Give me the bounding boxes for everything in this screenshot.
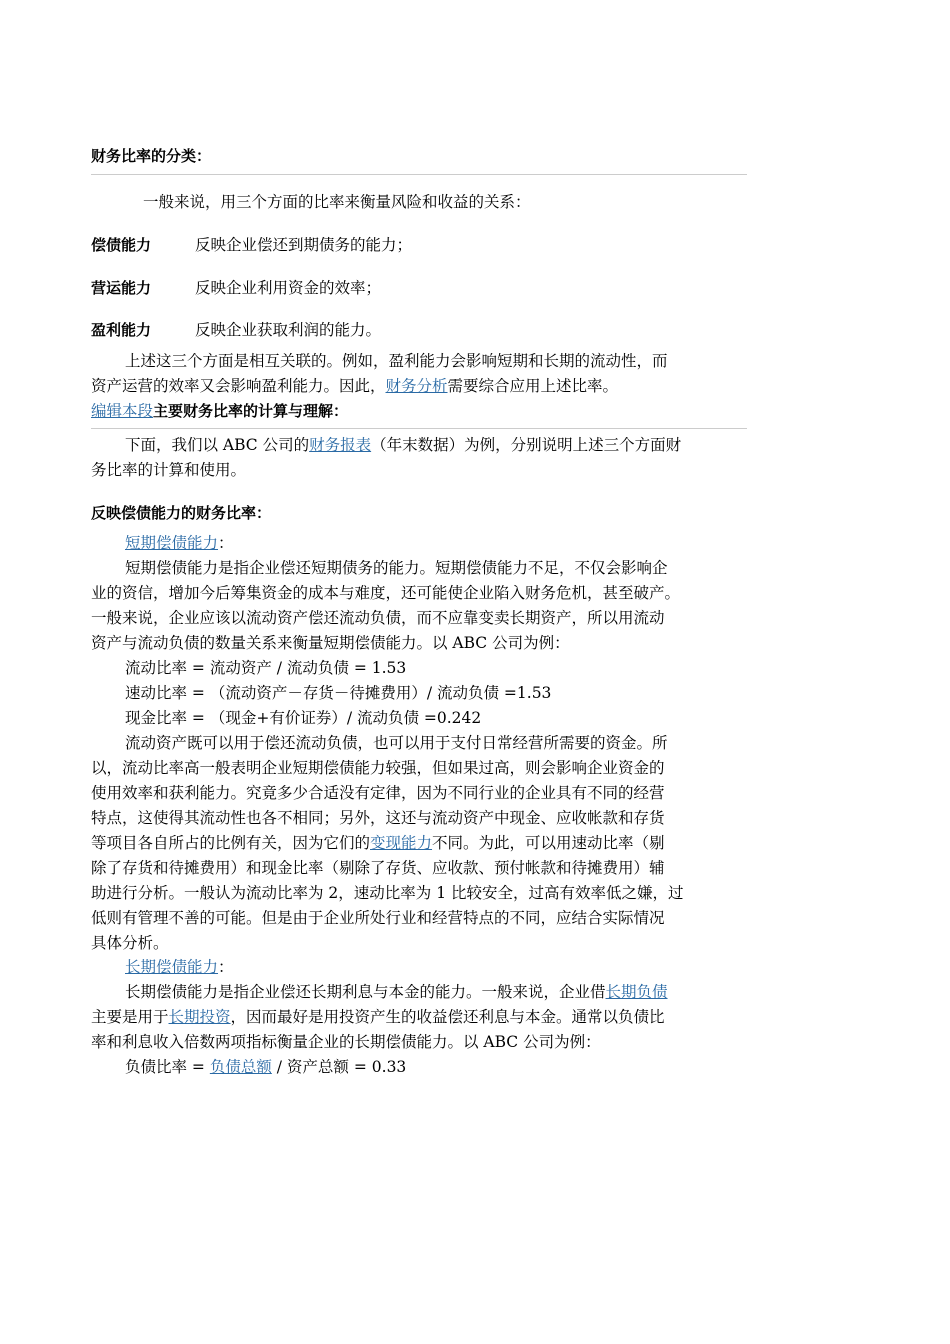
paragraph-line	[125, 435, 681, 455]
edit-section-link[interactable]: 编辑本段	[91, 402, 154, 420]
text-span: （年末数据）为例，分别说明上述三个方面财	[371, 436, 682, 454]
section-heading-solvency-ratios: 反映偿债能力的财务比率：	[91, 504, 272, 522]
heading-text: 主要财务比率的计算与理解：	[153, 402, 349, 420]
link-financial-analysis[interactable]: 财务分析	[385, 377, 448, 395]
text-span: 等项目各自所占的比例有关，因为它们的	[91, 834, 371, 852]
text-span: ：	[218, 958, 234, 976]
section-heading-classification: 财务比率的分类：	[91, 147, 212, 165]
subheading-short-term	[125, 533, 234, 553]
paragraph-line: 低则有管理不善的可能。但是由于企业所处行业和经营特点的不同，应结合实际情况	[91, 909, 665, 927]
heading-divider	[91, 428, 747, 429]
paragraph-line	[91, 833, 665, 853]
text-span: 下面，我们以 ABC 公司的	[125, 436, 310, 454]
paragraph-line: 助进行分析。一般认为流动比率为 2，速动比率为 1 比较安全，过高有效率低之嫌，过	[91, 884, 684, 902]
text-span: 需要综合应用上述比率。	[447, 377, 619, 395]
intro-text: 一般来说，用三个方面的比率来衡量风险和收益的关系：	[143, 193, 531, 211]
paragraph-line: 特点，这使得其流动性也各不相同；另外，这还与流动资产中现金、应收帐款和存货	[91, 809, 665, 827]
section-heading-main-ratios	[91, 401, 348, 421]
paragraph-line: 短期偿债能力是指企业偿还短期债务的能力。短期偿债能力不足，不仅会影响企	[125, 559, 668, 577]
category-desc: 反映企业利用资金的效率；	[195, 279, 382, 297]
category-row-profitability	[91, 320, 381, 340]
paragraph-line: 一般来说，企业应该以流动资产偿还流动负债，而不应靠变卖长期资产，所以用流动	[91, 609, 665, 627]
category-row-operation	[91, 278, 381, 298]
formula-cash-ratio: 现金比率 = （现金+有价证券）/ 流动负债 =0.242	[125, 709, 482, 727]
category-desc: 反映企业获取利润的能力。	[195, 321, 382, 339]
category-term: 偿债能力	[91, 236, 152, 254]
link-long-term-investment[interactable]: 长期投资	[168, 1008, 231, 1026]
category-term: 盈利能力	[91, 321, 152, 339]
text-span: / 资产总额 = 0.33	[271, 1058, 407, 1076]
paragraph-line: 使用效率和获利能力。究竟多少合适没有定律，因为不同行业的企业具有不同的经营	[91, 784, 665, 802]
text-span: ：	[218, 534, 234, 552]
paragraph-line: 以，流动比率高一般表明企业短期偿债能力较强，但如果过高，则会影响企业资金的	[91, 759, 665, 777]
text-span: 资产运营的效率又会影响盈利能力。因此，	[91, 377, 386, 395]
paragraph-line: 率和利息收入倍数两项指标衡量企业的长期偿债能力。以 ABC 公司为例：	[91, 1033, 601, 1051]
subheading-long-term	[125, 957, 234, 977]
paragraph-line: 资产与流动负债的数量关系来衡量短期偿债能力。以 ABC 公司为例：	[91, 634, 570, 652]
paragraph-line: 上述这三个方面是相互关联的。例如，盈利能力会影响短期和长期的流动性，而	[125, 352, 668, 370]
category-term: 营运能力	[91, 279, 152, 297]
link-financial-statements[interactable]: 财务报表	[309, 436, 372, 454]
text-span: 主要是用于	[91, 1008, 169, 1026]
paragraph-line	[125, 982, 668, 1002]
link-total-liabilities[interactable]: 负债总额	[209, 1058, 272, 1076]
formula-current-ratio: 流动比率 = 流动资产 / 流动负债 = 1.53	[125, 659, 407, 677]
formula-quick-ratio: 速动比率 = （流动资产－存货－待摊费用）/ 流动负债 =1.53	[125, 684, 552, 702]
paragraph-line	[91, 1007, 665, 1027]
paragraph-line: 具体分析。	[91, 934, 169, 952]
text-span: 长期偿债能力是指企业偿还长期利息与本金的能力。一般来说，企业借	[125, 983, 606, 1001]
text-span: 不同。为此，可以用速动比率（剔	[432, 834, 665, 852]
link-short-term-solvency[interactable]: 短期偿债能力	[125, 534, 219, 552]
link-long-term-solvency[interactable]: 长期偿债能力	[125, 958, 219, 976]
category-desc: 反映企业偿还到期债务的能力；	[195, 236, 413, 254]
paragraph-line: 业的资信，增加今后筹集资金的成本与难度，还可能使企业陷入财务危机，甚至破产。	[91, 584, 681, 602]
paragraph-line: 除了存货和待摊费用）和现金比率（剔除了存货、应收款、预付帐款和待摊费用）辅	[91, 859, 665, 877]
category-row-solvency	[91, 235, 412, 255]
text-span: 负债比率 =	[125, 1058, 210, 1076]
formula-debt-ratio	[125, 1057, 406, 1077]
heading-divider	[91, 174, 747, 175]
paragraph-line: 流动资产既可以用于偿还流动负债，也可以用于支付日常经营所需要的资金。所	[125, 734, 668, 752]
paragraph-line	[91, 376, 618, 396]
paragraph-line: 务比率的计算和使用。	[91, 461, 247, 479]
link-long-term-liabilities[interactable]: 长期负债	[605, 983, 668, 1001]
link-liquidity[interactable]: 变现能力	[370, 834, 433, 852]
text-span: ，因而最好是用投资产生的收益偿还利息与本金。通常以负债比	[230, 1008, 665, 1026]
